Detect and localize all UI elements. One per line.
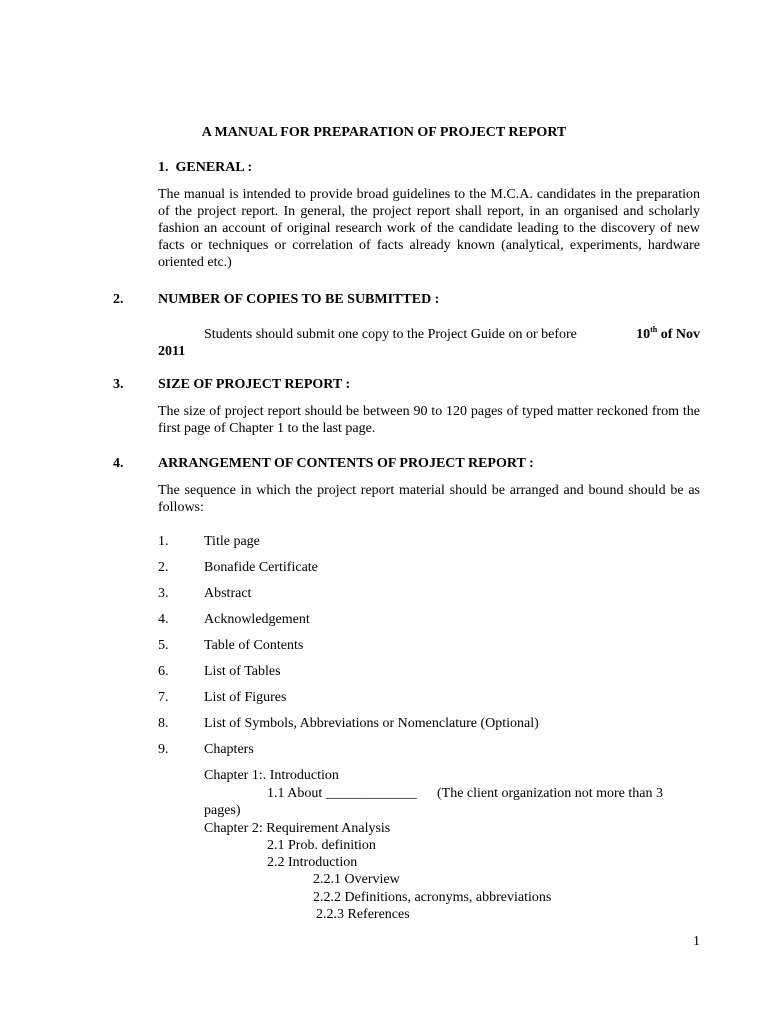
list-item-number: 5. (158, 638, 169, 653)
section-2-body-text: Students should submit one copy to the Project Guide on or before (204, 327, 577, 342)
chapter-2-heading: Chapter 2: Requirement Analysis (204, 821, 391, 836)
list-item-label: Chapters (204, 742, 254, 757)
list-item-label: Table of Contents (204, 638, 304, 653)
chapter-1-1-item: 1.1 About _____________ (267, 786, 417, 801)
section-1-body: The manual is intended to provide broad guidelines to the M.C.A. candidates in the preparation of the project report. In general, the project report shall report, in an organised and scholarly fashion an account of original research work of the candidate leading to the discovery of new facts or techniques or correlation of facts already known (analytical, experiments, hardware oriented etc.) (158, 187, 700, 270)
section-2-title: NUMBER OF COPIES TO BE SUBMITTED : (158, 292, 440, 307)
list-item-label: Title page (204, 534, 260, 549)
chapter-1-1-note-continued: pages) (204, 803, 241, 818)
list-item-number: 7. (158, 690, 169, 705)
section-4-body: The sequence in which the project report material should be arranged and bound should be as follows: (158, 483, 700, 515)
chapter-1-heading: Chapter 1:. Introduction (204, 768, 339, 783)
list-item-number: 9. (158, 742, 169, 757)
list-item-label: Acknowledgement (204, 612, 310, 627)
list-item-label: List of Tables (204, 664, 281, 679)
section-1-title: GENERAL : (175, 160, 253, 175)
submission-date: 10th of Nov (636, 325, 700, 342)
list-item-number: 6. (158, 664, 169, 679)
section-2-number: 2. (113, 292, 124, 307)
list-item-label: List of Symbols, Abbreviations or Nomenclature (Optional) (204, 716, 539, 731)
list-item-number: 4. (158, 612, 169, 627)
chapter-2-1-item: 2.1 Prob. definition (267, 838, 376, 853)
list-item-number: 2. (158, 560, 169, 575)
list-item-number: 8. (158, 716, 169, 731)
section-1-number: 1. (158, 160, 169, 175)
section-3-body: The size of project report should be between 90 to 120 pages of typed matter reckoned from the first page of Chapter 1 to the last page. (158, 404, 700, 436)
chapter-2-2-item: 2.2 Introduction (267, 855, 358, 870)
chapter-2-2-1-item: 2.2.1 Overview (313, 872, 400, 887)
chapter-2-2-2-item: 2.2.2 Definitions, acronyms, abbreviations (313, 890, 552, 905)
page-number: 1 (693, 934, 700, 949)
section-1-heading (158, 159, 252, 176)
chapter-2-2-3-item: 2.2.3 References (316, 907, 410, 922)
section-3-title: SIZE OF PROJECT REPORT : (158, 377, 351, 392)
list-item-label: Abstract (204, 586, 252, 601)
list-item-number: 1. (158, 534, 169, 549)
section-4-title: ARRANGEMENT OF CONTENTS OF PROJECT REPORT : (158, 456, 534, 471)
document-title: A MANUAL FOR PREPARATION OF PROJECT REPORT (201, 125, 567, 140)
section-3-number: 3. (113, 377, 124, 392)
list-item-number: 3. (158, 586, 169, 601)
section-2-body (204, 326, 700, 343)
list-item-label: List of Figures (204, 690, 287, 705)
section-4-number: 4. (113, 456, 124, 471)
list-item-label: Bonafide Certificate (204, 560, 318, 575)
chapter-1-1-note: (The client organization not more than 3 (437, 786, 664, 801)
submission-year: 2011 (158, 344, 186, 359)
